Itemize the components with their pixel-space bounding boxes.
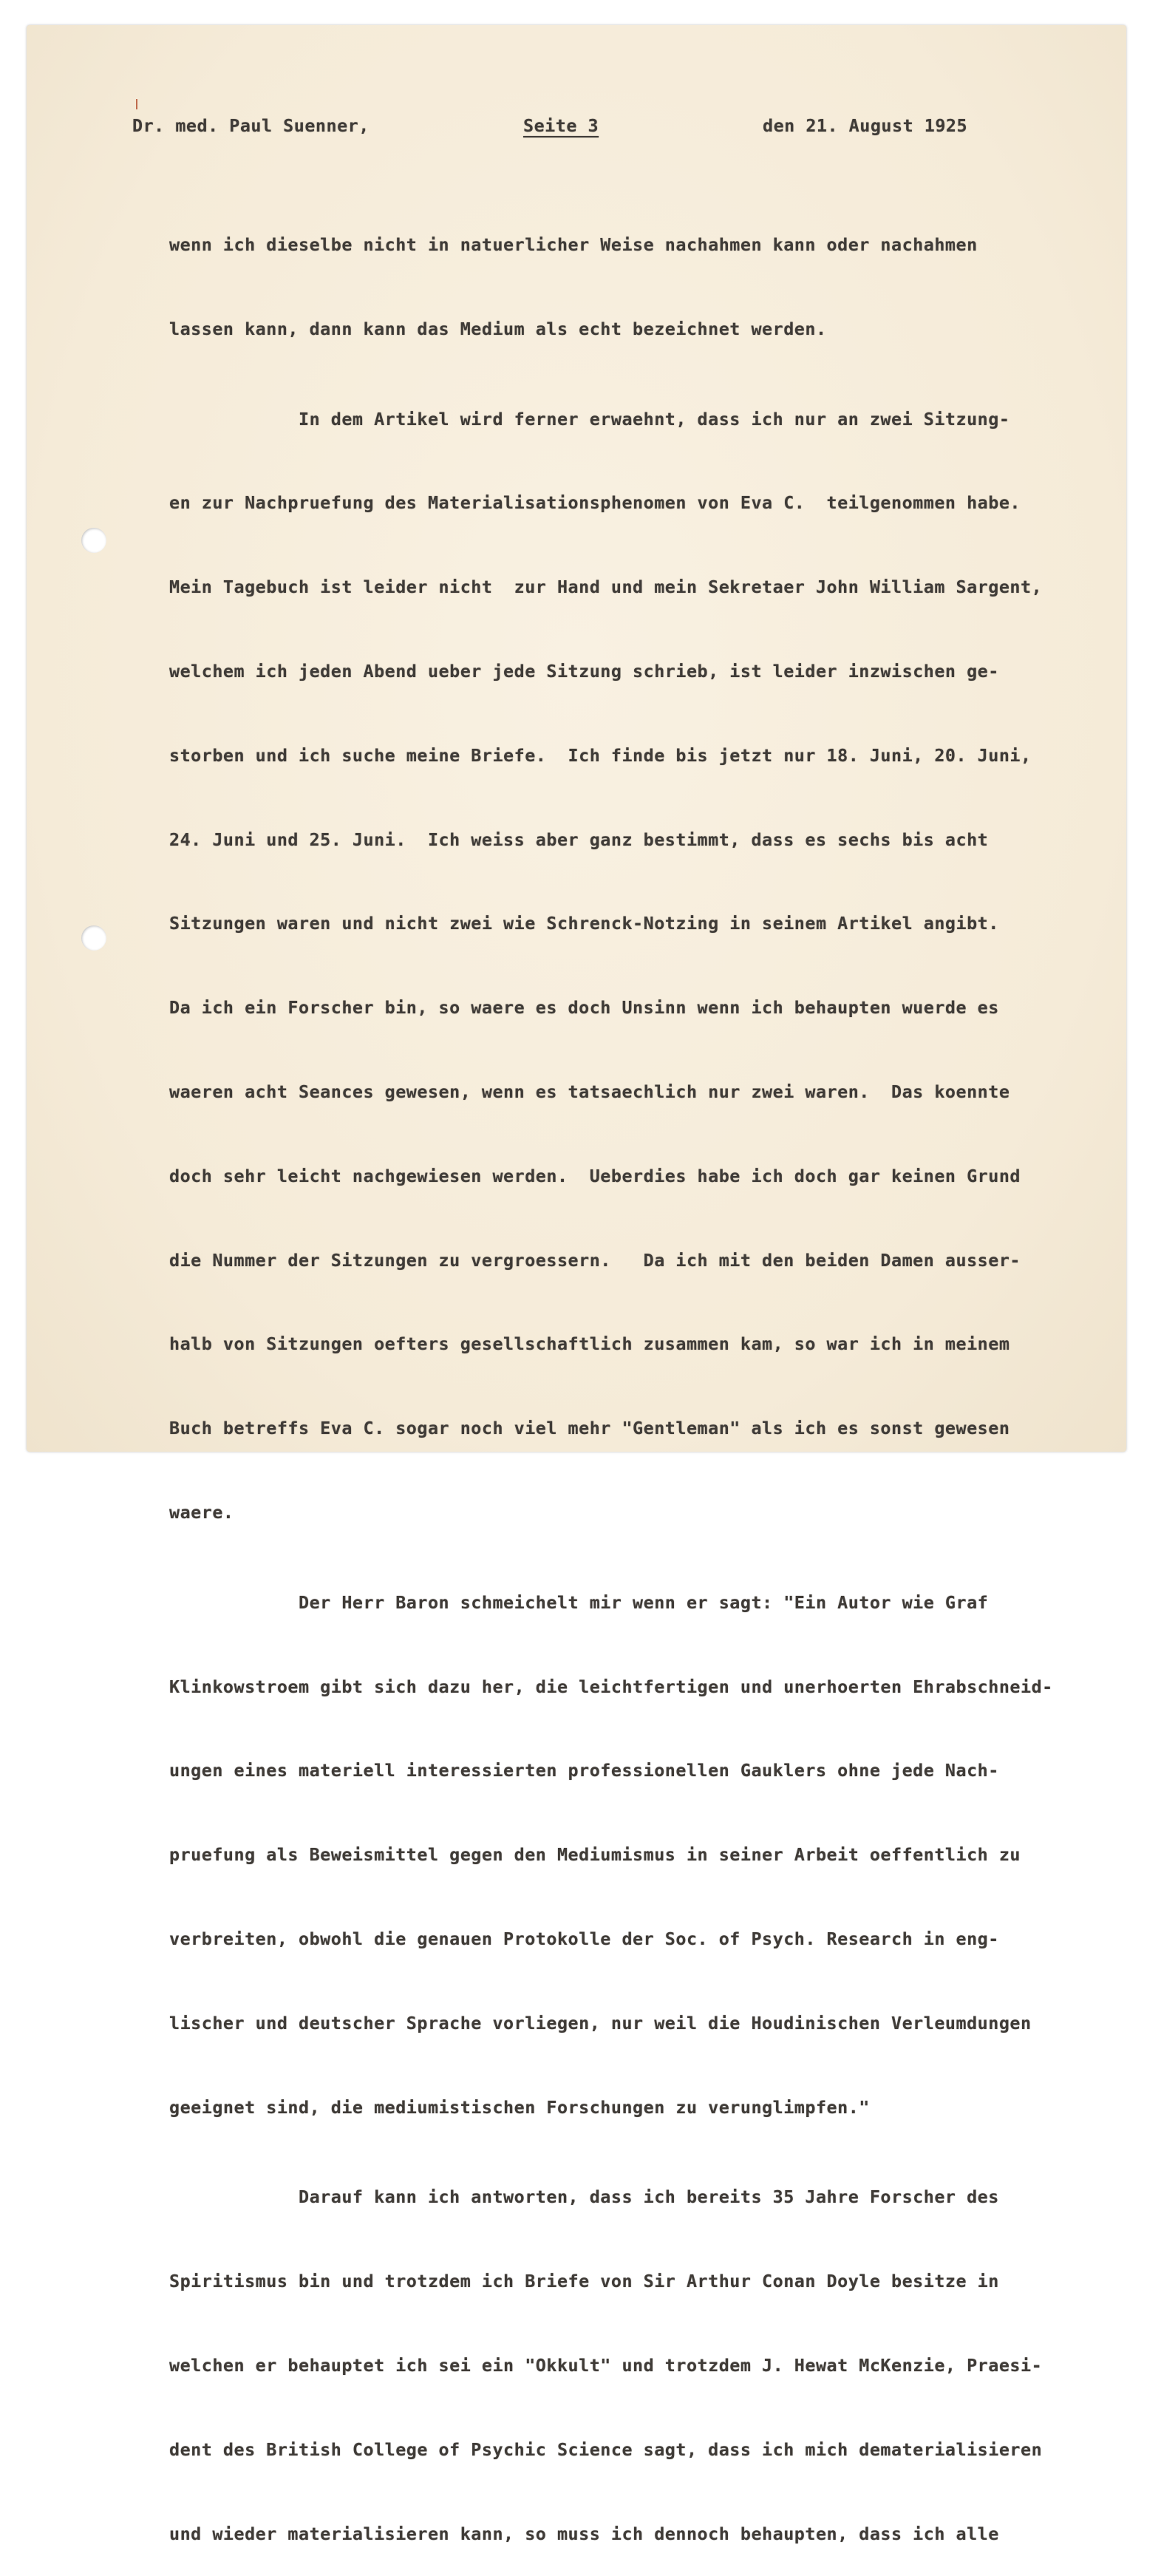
text-line: Der Herr Baron schmeichelt mir wenn er sagt: "Ein Autor wie Graf: [169, 1591, 989, 1613]
body-text: [169, 183, 1078, 2576]
text-line: Klinkowstroem gibt sich dazu her, die leichtfertigen und unerhoerten Ehrabschneid-: [169, 1676, 1053, 1697]
text-line: storben und ich suche meine Briefe. Ich finde bis jetzt nur 18. Juni, 20. Juni,: [169, 744, 1032, 766]
text-line: Mein Tagebuch ist leider nicht zur Hand und mein Sekretaer John William Sargent,: [169, 577, 1043, 598]
text-line: Spiritismus bin und trotzdem ich Briefe von Sir Arthur Conan Doyle besitze in: [169, 2271, 999, 2292]
punch-hole-top: [81, 528, 106, 553]
text-line: Sitzungen waren und nicht zwei wie Schrenck-Notzing in seinem Artikel angibt.: [169, 913, 999, 934]
text-line: wenn ich dieselbe nicht in natuerlicher Weise nachahmen kann oder nachahmen: [169, 234, 978, 255]
text-line: waere.: [169, 1501, 234, 1523]
text-line: pruefung als Beweismittel gegen den Mediumismus in seiner Arbeit oeffentlich zu: [169, 1844, 1021, 1866]
text-line: geeignet sind, die mediumistischen Forschungen zu verunglimpfen.": [169, 2096, 870, 2118]
text-line: doch sehr leicht nachgewiesen werden. Ueberdies habe ich doch gar keinen Grund: [169, 1165, 1021, 1186]
text-line: Da ich ein Forscher bin, so waere es doch Unsinn wenn ich behaupten wuerde es: [169, 997, 999, 1019]
header-author: Dr. med. Paul Suenner,: [132, 115, 370, 136]
ink-mark: [136, 99, 137, 109]
text-line: Darauf kann ich antworten, dass ich bereits 35 Jahre Forscher des: [169, 2186, 999, 2208]
text-line: waeren acht Seances gewesen, wenn es tatsaechlich nur zwei waren. Das koennte: [169, 1081, 1010, 1102]
text-line: welchem ich jeden Abend ueber jede Sitzung schrieb, ist leider inzwischen ge-: [169, 660, 999, 682]
header-page-number: Seite 3: [523, 115, 599, 136]
text-line: und wieder materialisieren kann, so muss ich dennoch behaupten, dass ich alle: [169, 2523, 999, 2544]
text-line: dent des British College of Psychic Science sagt, dass ich mich dematerialisieren: [169, 2439, 1043, 2460]
text-line: lischer und deutscher Sprache vorliegen, nur weil die Houdinischen Verleumdungen: [169, 2012, 1032, 2033]
text-line: lassen kann, dann kann das Medium als echt bezeichnet werden.: [169, 318, 827, 339]
text-line: die Nummer der Sitzungen zu vergroessern. Da ich mit den beiden Damen ausser-: [169, 1249, 1021, 1271]
text-line: welchen er behauptet ich sei ein "Okkult" und trotzdem J. Hewat McKenzie, Praesi-: [169, 2354, 1043, 2376]
text-line: ungen eines materiell interessierten professionellen Gauklers ohne jede Nach-: [169, 1760, 999, 1781]
text-line: halb von Sitzungen oefters gesellschaftlich zusammen kam, so war ich in meinem: [169, 1333, 1010, 1355]
text-line: Buch betreffs Eva C. sogar noch viel mehr "Gentleman" als ich es sonst gewesen: [169, 1418, 1010, 1439]
punch-hole-bottom: [81, 925, 106, 951]
text-line: en zur Nachpruefung des Materialisationsphenomen von Eva C. teilgenommen habe.: [169, 492, 1021, 514]
text-line: verbreiten, obwohl die genauen Protokolle der Soc. of Psych. Research in eng-: [169, 1928, 999, 1949]
header-date: den 21. August 1925: [763, 115, 968, 136]
text-line: In dem Artikel wird ferner erwaehnt, dass ich nur an zwei Sitzung-: [169, 408, 1010, 429]
text-line: 24. Juni und 25. Juni. Ich weiss aber ganz bestimmt, dass es sechs bis acht: [169, 829, 989, 850]
